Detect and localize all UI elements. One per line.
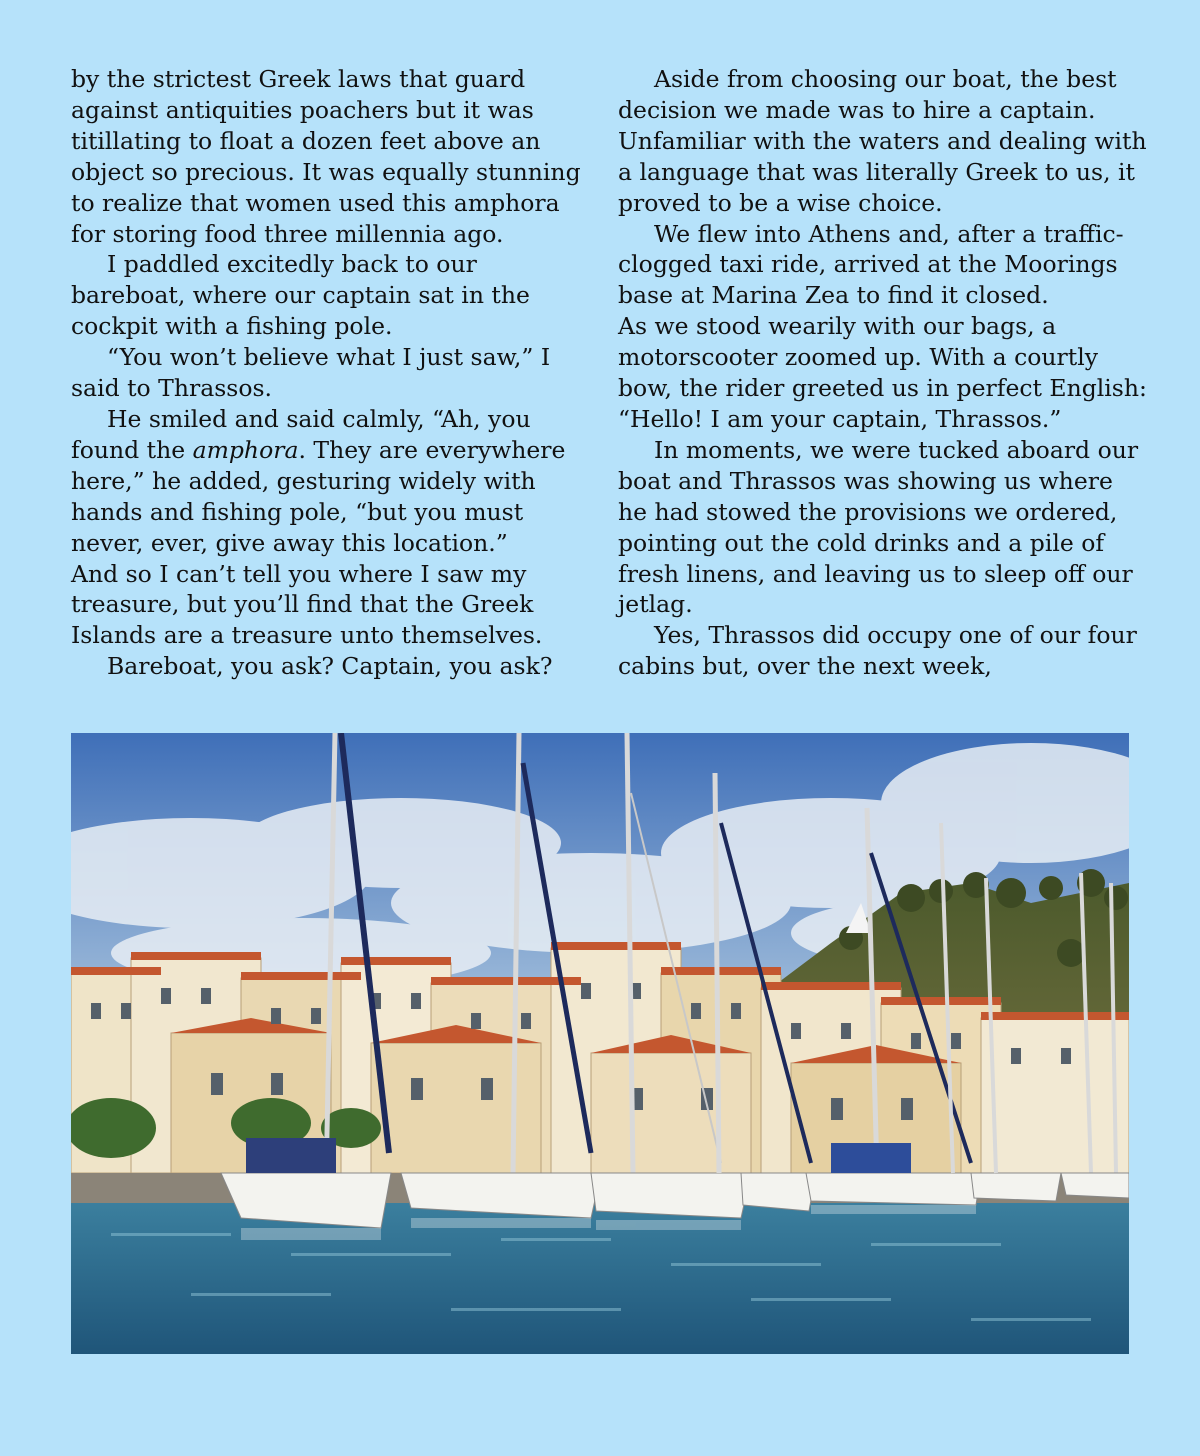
paragraph: I paddled excitedly back to our bareboat, where our captain sat in the cockpit with a fishing pole. (71, 250, 530, 341)
paragraph: by the strictest Greek laws that guard against antiquities poachers but it was titillating to float a dozen feet above an object so precious. It was equally stunning to realize that women used this amphora for storing food three millennia ago. (71, 65, 581, 248)
text-run: . They are everywhere here,” he added, gesturing widely with hands and fishing pole, “but you must never, ever, give away this location.” (71, 435, 566, 557)
paragraph: We flew into Athens and, after a traffic-clogged taxi ride, arrived at the Moorings base at Marina Zea to find it closed. (618, 219, 1124, 310)
text-column-right (618, 64, 1148, 682)
paragraph: “You won’t believe what I just saw,” I said to Thrassos. (71, 343, 551, 403)
harbor-illustration (71, 733, 1129, 1354)
paragraph: In moments, we were tucked aboard our boat and Thrassos was showing us where he had stowed the provisions we ordered, pointing out the cold drinks and a pile of fresh linens, and leaving us to sleep off our jetlag. (618, 435, 1139, 619)
paragraph: As we stood wearily with our bags, a motorscooter zoomed up. With a courtly bow, the rider greeted us in perfect English: “Hello! I am your captain, Thrassos.” (618, 312, 1147, 433)
paragraph: Aside from choosing our boat, the best decision we made was to hire a captain. Unfamiliar with the waters and dealing with a language that was literally Greek to us, it proved to be a wise choice. (618, 65, 1147, 217)
paragraph: And so I can’t tell you where I saw my treasure, but you’ll find that the Greek Islands are a treasure unto themselves. (71, 559, 543, 650)
text-run: He smiled and said calmly, “Ah, you found the (71, 404, 531, 464)
italic-word: amphora (192, 435, 299, 464)
paragraph: Bareboat, you ask? Captain, you ask? (107, 652, 553, 681)
paragraph (71, 404, 591, 559)
harbor-photo (71, 733, 1129, 1354)
paragraph: Yes, Thrassos did occupy one of our four cabins but, over the next week, (618, 621, 1137, 681)
text-column-left (71, 64, 591, 682)
